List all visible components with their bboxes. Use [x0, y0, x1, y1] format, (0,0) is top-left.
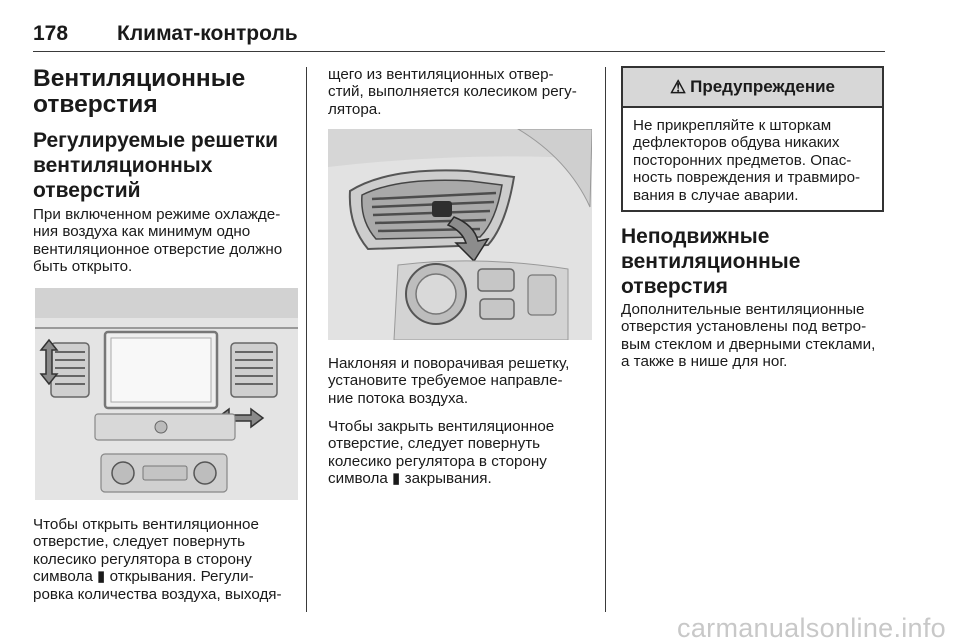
text-line: Чтобы открыть вентиляционное — [33, 516, 259, 533]
section-title-line: отверстия — [621, 275, 728, 298]
close-vent-paragraph — [328, 418, 600, 488]
open-vent-paragraph — [33, 516, 301, 603]
warning-title: Предупреждение — [690, 77, 835, 96]
text-line: вентиляционное отверстие должно — [33, 240, 283, 258]
text-line: При включенном режиме охлажде- — [33, 206, 281, 223]
text-line: ния воздуха как минимум одно — [33, 223, 251, 241]
column-divider-right — [605, 67, 606, 612]
text-line: отверстие, следует повернуть — [33, 533, 246, 551]
subsection-title-line: Регулируемые решетки — [33, 129, 279, 152]
text-line: щего из вентиляционных отвер- — [328, 66, 554, 83]
warning-text — [623, 108, 882, 204]
page-number: 178 — [33, 22, 69, 45]
subsection-title-line: вентиляционных — [33, 154, 213, 177]
intro-paragraph — [33, 206, 301, 276]
section-title-line: Вентиляционные — [33, 65, 246, 92]
page-header — [33, 22, 885, 48]
text-line: лятора. — [328, 100, 382, 118]
text-line: установите требуемое направле- — [328, 372, 563, 390]
tilt-paragraph — [328, 355, 600, 407]
warning-triangle-icon: ⚠ — [669, 76, 687, 97]
subsection-title — [33, 128, 301, 203]
text-line: вым стеклом и дверными стеклами, — [621, 335, 876, 353]
left-column-top — [33, 66, 301, 276]
text-line: дефлекторов обдува никаких — [633, 134, 840, 152]
text-line: Чтобы закрыть вентиляционное — [328, 418, 555, 435]
text-line: ровка количества воздуха, выходя- — [33, 585, 282, 603]
warning-box — [621, 66, 884, 212]
fixed-vents-section — [621, 224, 889, 371]
text-line: символа ▮ закрывания. — [328, 470, 492, 488]
text-line: Не прикрепляйте к шторкам — [633, 117, 832, 134]
column-divider-left — [306, 67, 307, 612]
dashboard-vents-illustration — [35, 288, 298, 500]
text-line: отверстие, следует повернуть — [328, 435, 541, 453]
warning-header — [623, 68, 882, 108]
side-vent-illustration — [328, 129, 592, 340]
text-line: посторонних предметов. Опас- — [633, 151, 852, 169]
fixed-vents-paragraph — [621, 301, 889, 371]
chapter-title: Климат-контроль — [117, 22, 298, 45]
text-line: вания в случае аварии. — [633, 186, 799, 204]
text-line: Дополнительные вентиляционные — [621, 301, 865, 318]
text-line: колесико регулятора в сторону — [33, 550, 252, 568]
section-title-line: вентиляционные — [621, 250, 801, 273]
text-line: символа ▮ открывания. Регули- — [33, 568, 254, 586]
watermark: carmanualsonline.info — [677, 613, 946, 643]
text-line: ность повреждения и травмиро- — [633, 169, 861, 187]
text-line: быть открыто. — [33, 258, 133, 276]
subsection-title-line: отверстий — [33, 179, 141, 202]
text-line: ние потока воздуха. — [328, 389, 469, 407]
text-line: отверстия установлены под ветро- — [621, 318, 867, 336]
fixed-vents-title — [621, 224, 889, 299]
section-title-line: отверстия — [33, 91, 158, 118]
section-title — [33, 66, 301, 118]
text-line: Наклоняя и поворачивая решетку, — [328, 355, 570, 372]
text-line: а также в нише для ног. — [621, 353, 788, 371]
header-rule — [33, 51, 885, 52]
section-title-line: Неподвижные — [621, 225, 770, 248]
continued-paragraph — [328, 66, 600, 118]
text-line: колесико регулятора в сторону — [328, 452, 547, 470]
text-line: стий, выполняется колесиком регу- — [328, 83, 577, 101]
